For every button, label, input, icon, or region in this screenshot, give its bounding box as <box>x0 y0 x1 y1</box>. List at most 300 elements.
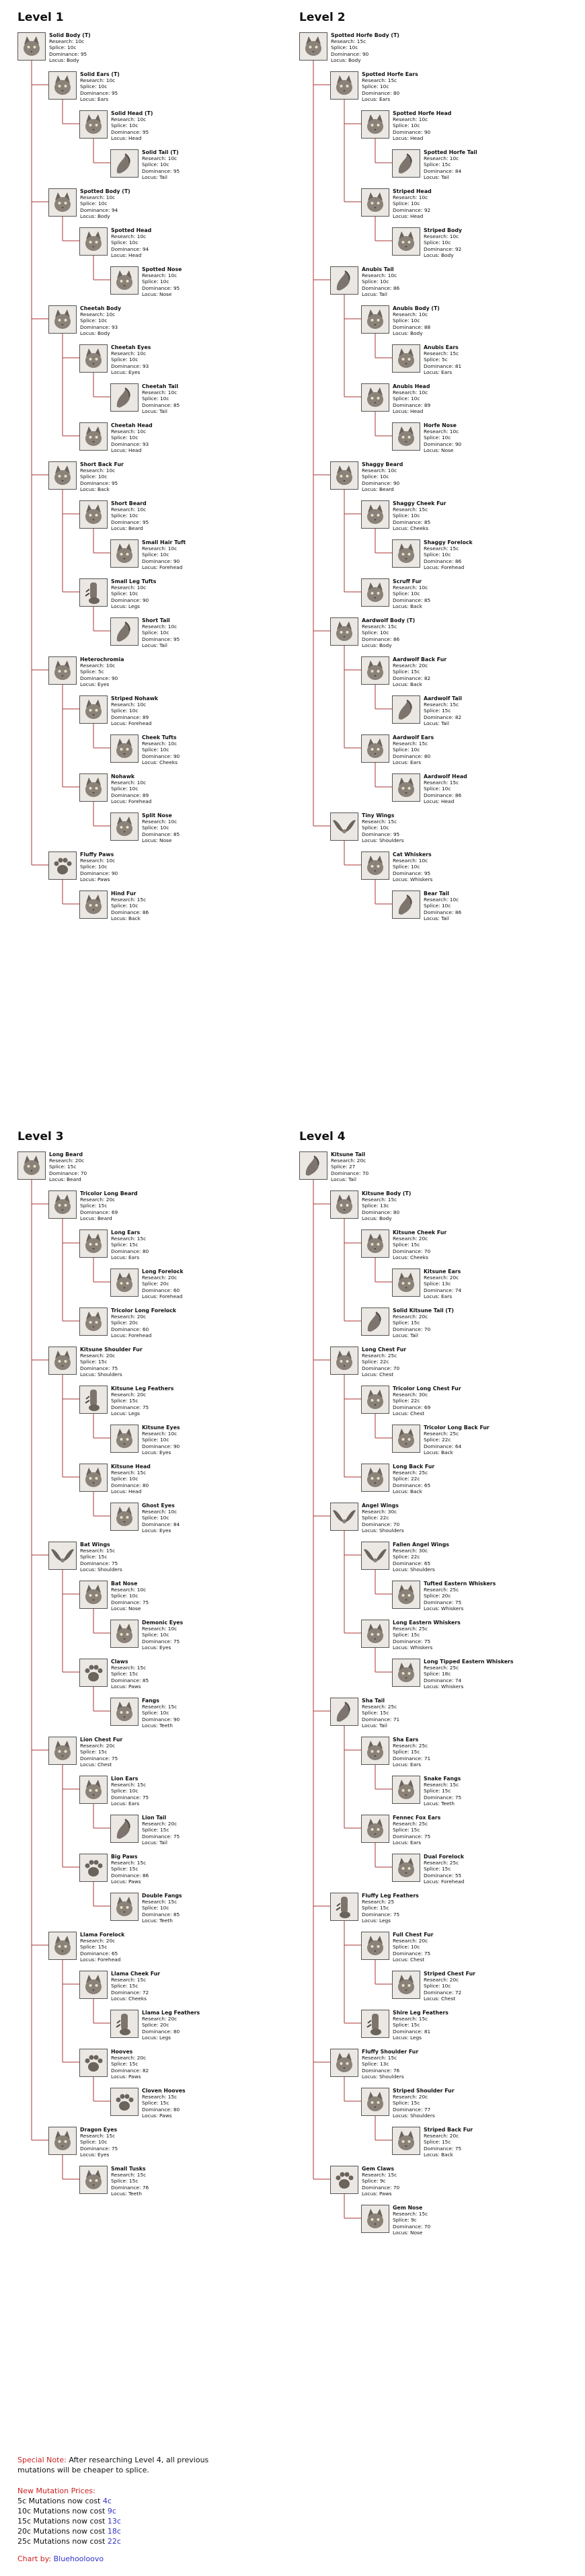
field-value: 10c <box>128 1788 139 1794</box>
mutation-info <box>393 734 434 765</box>
cat-icon <box>393 346 419 371</box>
field-value: Cheeks <box>128 1995 147 2002</box>
field-label: Locus: <box>142 2112 159 2119</box>
field-label: Research: <box>111 1977 137 1983</box>
field-value: 10c <box>348 44 358 51</box>
field-label: Research: <box>111 1470 137 1476</box>
mutation-node <box>48 1542 122 1573</box>
splice-value <box>424 1593 496 1599</box>
field-label: Splice: <box>424 356 442 363</box>
tail-icon <box>362 1309 388 1334</box>
dominance-value <box>424 909 461 915</box>
field-label: Research: <box>142 545 168 552</box>
research-value <box>362 272 399 278</box>
locus-value <box>80 1761 122 1768</box>
field-value: 10c <box>106 858 116 864</box>
field-value: 25c <box>418 1743 428 1749</box>
mutation-node <box>361 656 446 687</box>
field-value: 86 <box>455 558 462 564</box>
splice-value <box>142 1905 182 1911</box>
field-value: 15c <box>410 1749 420 1755</box>
mutation-info <box>142 1815 180 1846</box>
field-value: Teeth <box>159 1722 173 1729</box>
field-value: 10c <box>159 1710 169 1716</box>
cat-icon <box>362 385 388 410</box>
field-label: Locus: <box>393 213 410 219</box>
dominance-value <box>111 1482 151 1488</box>
field-label: Splice: <box>424 161 442 168</box>
mutation-info <box>142 149 180 180</box>
field-label: Dominance: <box>142 2106 173 2113</box>
mutation-node <box>392 1659 513 1690</box>
mutation-node <box>330 812 404 843</box>
cat-icon <box>362 1621 388 1646</box>
cat-icon <box>112 268 137 293</box>
locus-value <box>49 57 91 63</box>
field-value: 95 <box>173 636 180 642</box>
field-label: Locus: <box>111 1254 128 1260</box>
field-value: 15c <box>449 702 459 708</box>
dominance-value <box>362 480 403 486</box>
research-value <box>362 2055 418 2061</box>
mutation-node <box>110 149 180 180</box>
splice-value <box>393 122 451 128</box>
cat-icon <box>112 1270 137 1295</box>
mutation-thumbnail <box>299 1151 327 1180</box>
cat-icon <box>81 346 106 371</box>
field-value: 10c <box>136 233 147 240</box>
field-label: Locus: <box>393 525 410 531</box>
field-label: Research: <box>424 350 450 357</box>
splice-value <box>80 200 130 206</box>
field-label: Locus: <box>424 2151 441 2158</box>
field-value: Tail <box>379 1722 387 1729</box>
dominance-value <box>362 1365 406 1371</box>
field-value: 15c <box>387 77 397 84</box>
dominance-value <box>393 1326 454 1332</box>
cat-icon <box>50 1933 75 1959</box>
tail-icon <box>112 619 137 644</box>
mutation-info <box>80 656 124 687</box>
mutation-thumbnail <box>392 1776 420 1804</box>
mutation-name: Dragon Eyes <box>80 2127 118 2133</box>
field-label: Locus: <box>393 1761 410 1768</box>
field-label: Research: <box>362 467 388 474</box>
field-value: 65 <box>424 1482 431 1488</box>
mutation-name: Kitsune Shoulder Fur <box>80 1347 143 1353</box>
field-label: Locus: <box>362 1917 379 1924</box>
mutation-thumbnail <box>110 1698 139 1726</box>
field-label: Research: <box>393 1743 419 1749</box>
mutation-node <box>79 695 158 726</box>
locus-value <box>142 837 180 843</box>
field-label: Dominance: <box>424 1872 455 1879</box>
mutation-node <box>392 422 461 453</box>
field-label: Splice: <box>393 1632 411 1638</box>
mutation-thumbnail <box>361 656 389 685</box>
field-value: 94 <box>111 206 118 213</box>
research-value <box>362 2172 399 2178</box>
locus-value <box>393 2230 430 2236</box>
field-label: Locus: <box>424 252 441 258</box>
research-value <box>111 1587 149 1593</box>
field-value: 10c <box>379 83 389 90</box>
field-value: Head <box>128 447 142 453</box>
field-label: Splice: <box>393 747 411 753</box>
splice-value <box>424 239 462 245</box>
mutation-name: Big Paws <box>111 1854 138 1860</box>
field-value: 10c <box>136 428 147 435</box>
field-value: 80 <box>142 1482 149 1488</box>
locus-value <box>331 57 399 63</box>
field-label: Dominance: <box>362 2067 393 2074</box>
field-value: 10c <box>441 239 451 246</box>
field-value: 20c <box>167 1821 178 1827</box>
mutation-name: Fallen Angel Wings <box>393 1542 449 1548</box>
field-label: Locus: <box>142 174 159 180</box>
mutation-info <box>393 1620 461 1651</box>
splice-value <box>393 1554 449 1560</box>
locus-value <box>424 1801 461 1807</box>
dominance-value <box>111 519 149 525</box>
dominance-value <box>80 1209 138 1215</box>
dominance-value <box>111 129 153 135</box>
field-value: Nose <box>128 1605 141 1612</box>
mutation-node <box>361 110 451 141</box>
mutation-node <box>79 1308 176 1338</box>
field-label: Locus: <box>80 681 98 687</box>
mutation-name: Tufted Eastern Whiskers <box>424 1581 496 1587</box>
locus-value <box>424 798 467 804</box>
mutation-thumbnail <box>79 1854 108 1882</box>
splice-value <box>424 786 467 792</box>
field-label: Dominance: <box>331 1170 362 1176</box>
research-value <box>80 662 124 669</box>
field-label: Dominance: <box>80 480 112 486</box>
field-value: 85 <box>173 831 180 837</box>
research-value <box>393 858 432 864</box>
splice-value <box>111 1476 151 1482</box>
paw-icon <box>81 1660 106 1685</box>
mutation-info <box>424 695 462 726</box>
field-label: Locus: <box>111 525 128 531</box>
field-label: Locus: <box>424 1449 441 1455</box>
field-value: 90 <box>173 1443 180 1449</box>
field-value: Tail <box>159 1839 167 1846</box>
mutation-thumbnail <box>392 1659 420 1687</box>
field-value: Eyes <box>159 1644 171 1651</box>
field-label: Research: <box>142 623 168 630</box>
splice-value <box>424 903 461 909</box>
dominance-value <box>424 246 462 252</box>
locus-value <box>393 213 432 219</box>
field-value: 10c <box>410 513 420 519</box>
field-label: Research: <box>362 623 388 630</box>
field-label: Research: <box>111 780 137 786</box>
field-label: Research: <box>111 1587 137 1593</box>
field-value: 95 <box>424 870 431 876</box>
field-label: Splice: <box>80 669 98 675</box>
locus-value <box>362 1215 411 1221</box>
field-label: Splice: <box>393 122 411 129</box>
field-value: 15c <box>387 2055 397 2061</box>
mutation-thumbnail <box>79 1229 108 1258</box>
field-value: 15c <box>449 545 459 552</box>
field-value: 20c <box>75 1158 85 1164</box>
field-value: Tail <box>440 915 449 921</box>
field-label: Research: <box>80 662 106 669</box>
cat-icon <box>332 1348 357 1373</box>
research-value <box>142 272 182 278</box>
dominance-value <box>142 168 180 174</box>
splice-value <box>393 395 430 402</box>
field-label: Locus: <box>424 369 441 375</box>
field-label: Locus: <box>393 1956 410 1963</box>
research-value <box>111 428 153 434</box>
mutation-thumbnail <box>79 1581 108 1609</box>
field-label: Locus: <box>142 1839 159 1846</box>
research-value <box>362 467 403 473</box>
dominance-value <box>362 285 399 291</box>
field-value: Legs <box>379 1917 391 1924</box>
splice-value <box>111 786 151 792</box>
price-label: 10c Mutations now cost <box>17 2507 108 2515</box>
wing-icon <box>50 1543 75 1568</box>
field-value: 20c <box>136 1392 147 1398</box>
field-label: Splice: <box>80 1944 98 1950</box>
field-label: Locus: <box>424 1293 441 1299</box>
field-label: Research: <box>393 194 419 201</box>
mutation-name: Striped Shoulder Fur <box>393 2088 455 2094</box>
field-value: 10c <box>106 77 116 84</box>
price-row <box>17 2516 121 2526</box>
research-value <box>111 1782 149 1788</box>
mutation-node <box>361 1542 449 1573</box>
field-label: Locus: <box>393 2112 410 2119</box>
field-value: 88 <box>424 324 431 330</box>
field-label: Splice: <box>393 1827 411 1833</box>
field-label: Dominance: <box>424 441 455 447</box>
field-label: Locus: <box>80 1371 98 1377</box>
mutation-thumbnail <box>79 695 108 724</box>
mutation-info <box>142 734 180 765</box>
locus-value <box>393 1957 434 1963</box>
field-value: 10c <box>441 786 451 792</box>
mutation-info <box>142 1893 182 1924</box>
mutation-info <box>111 2166 149 2197</box>
field-label: Research: <box>142 1899 168 1905</box>
cat-icon <box>393 229 419 254</box>
mutation-node <box>330 1347 406 1377</box>
locus-value <box>362 486 403 492</box>
mutation-info <box>424 1971 475 2002</box>
splice-value <box>142 395 180 402</box>
field-value: Legs <box>128 603 141 609</box>
field-value: 85 <box>142 1677 149 1683</box>
mutation-name: Shire Leg Feathers <box>393 2010 448 2016</box>
field-value: 70 <box>80 1170 87 1176</box>
field-label: Splice: <box>424 1593 442 1599</box>
mutation-info <box>362 1893 419 1924</box>
research-value <box>393 1314 454 1320</box>
field-label: Dominance: <box>393 1950 424 1957</box>
locus-value <box>111 1410 173 1416</box>
splice-value <box>142 278 182 285</box>
cat-icon <box>81 892 106 917</box>
splice-value <box>362 1710 399 1716</box>
field-value: Forehead <box>440 564 465 570</box>
mutation-info <box>393 1229 446 1260</box>
field-label: Dominance: <box>393 753 424 759</box>
dominance-value <box>393 1638 461 1644</box>
mutation-node <box>110 812 180 843</box>
mutation-info <box>424 773 467 804</box>
mutation-thumbnail <box>361 1542 389 1570</box>
field-label: Splice: <box>362 2061 380 2068</box>
field-label: Research: <box>111 702 137 708</box>
field-value: 10c <box>159 630 169 636</box>
mutation-name: Dual Forelock <box>424 1854 465 1860</box>
field-value: 15c <box>167 2094 178 2100</box>
field-label: Locus: <box>393 759 410 765</box>
field-value: Back <box>410 1488 422 1494</box>
locus-value <box>111 1254 149 1260</box>
field-value: 90 <box>111 870 118 876</box>
cat-icon <box>393 2128 419 2154</box>
field-value: Cheeks <box>410 1254 429 1260</box>
mutation-thumbnail <box>110 539 139 568</box>
dominance-value <box>80 1755 122 1761</box>
mutation-name: Long Tipped Eastern Whiskers <box>424 1659 514 1665</box>
field-value: 15c <box>136 1782 147 1788</box>
field-label: Research: <box>393 584 419 591</box>
field-label: Research: <box>393 858 419 864</box>
locus-value <box>362 642 415 648</box>
field-value: 10c <box>410 747 420 753</box>
price-label: 25c Mutations now cost <box>17 2537 108 2546</box>
research-value <box>111 780 151 786</box>
mutation-info <box>111 1581 149 1612</box>
dominance-value <box>49 1170 87 1176</box>
splice-value <box>111 1866 149 1872</box>
mutation-info <box>111 695 158 726</box>
locus-value <box>142 408 180 414</box>
field-label: Dominance: <box>80 1365 112 1371</box>
splice-value <box>80 473 124 480</box>
field-value: 15c <box>98 1359 108 1365</box>
mutation-name: Spotted Horfe Tail <box>424 149 477 155</box>
splice-value <box>362 83 418 89</box>
field-value: 10c <box>410 1944 420 1950</box>
mutation-info <box>80 1190 138 1221</box>
field-value: 85 <box>424 597 431 603</box>
mutation-info <box>393 305 440 336</box>
field-value: Ears <box>128 1254 140 1260</box>
field-value: Shoulders <box>97 1566 122 1573</box>
locus-value <box>393 1410 461 1416</box>
field-value: Back <box>410 681 422 687</box>
splice-value <box>111 1593 149 1599</box>
dominance-value <box>424 363 461 369</box>
mutation-info <box>424 344 461 375</box>
field-value: 20c <box>418 1938 428 1944</box>
field-value: 10c <box>167 623 178 630</box>
price-label: 5c Mutations now cost <box>17 2497 103 2505</box>
splice-value <box>424 1788 461 1794</box>
field-label: Research: <box>142 1275 168 1281</box>
splice-value <box>393 1398 461 1404</box>
mutation-name: Solid Head (T) <box>111 110 153 116</box>
field-value: 10c <box>167 545 178 552</box>
field-value: 20c <box>418 662 428 669</box>
mutation-node <box>79 1854 149 1885</box>
field-value: 75 <box>142 1404 149 1410</box>
mutation-info <box>393 2010 448 2041</box>
field-label: Splice: <box>49 44 67 51</box>
cat-icon <box>81 1309 106 1334</box>
mutation-thumbnail <box>392 1854 420 1882</box>
mutation-info <box>362 1503 404 1533</box>
mutation-thumbnail <box>79 2166 108 2194</box>
field-label: Locus: <box>80 1566 98 1573</box>
mutation-name: Cat Whiskers <box>393 851 432 858</box>
splice-value <box>424 1437 490 1443</box>
research-value <box>393 741 434 747</box>
mutation-thumbnail <box>361 1308 389 1336</box>
dominance-value <box>142 285 182 291</box>
field-label: Dominance: <box>111 519 143 525</box>
mutation-node <box>361 500 446 531</box>
research-value <box>142 2016 200 2022</box>
mutation-name: Short Back Fur <box>80 461 124 467</box>
mutation-info <box>424 1776 461 1807</box>
mutation-info <box>111 500 149 531</box>
field-value: 15c <box>136 1665 147 1671</box>
field-label: Dominance: <box>362 285 393 291</box>
dominance-value <box>331 1170 368 1176</box>
cat-icon <box>393 424 419 449</box>
field-label: Splice: <box>362 1203 380 1209</box>
mutation-thumbnail <box>79 1464 108 1492</box>
splice-value <box>142 552 186 558</box>
field-label: Splice: <box>393 1320 411 1326</box>
field-value: 10c <box>136 1587 147 1593</box>
splice-value <box>393 864 432 870</box>
splice-value <box>111 903 149 909</box>
field-value: 10c <box>128 1476 139 1482</box>
field-value: 10c <box>106 311 116 318</box>
field-value: 20c <box>418 1314 428 1320</box>
field-label: Splice: <box>362 2178 380 2185</box>
mutation-name: Tricolor Long Back Fur <box>424 1425 490 1431</box>
mutation-name: Kitsune Ears <box>424 1268 461 1275</box>
field-label: Splice: <box>393 395 411 402</box>
field-value: Body <box>66 56 79 63</box>
field-value: Ears <box>410 759 422 765</box>
field-value: 80 <box>393 1209 400 1215</box>
field-value: 25c <box>418 1470 428 1476</box>
cat-icon <box>393 1777 419 1803</box>
field-label: Locus: <box>362 1722 379 1729</box>
field-label: Dominance: <box>362 831 393 837</box>
mutation-info <box>111 1464 151 1494</box>
mutation-thumbnail <box>79 1659 108 1687</box>
field-value: 86 <box>393 285 400 291</box>
field-value: 10c <box>410 200 420 207</box>
splice-value <box>111 434 153 441</box>
mutation-name: Sha Tail <box>362 1698 385 1704</box>
mutation-node <box>330 1698 399 1729</box>
